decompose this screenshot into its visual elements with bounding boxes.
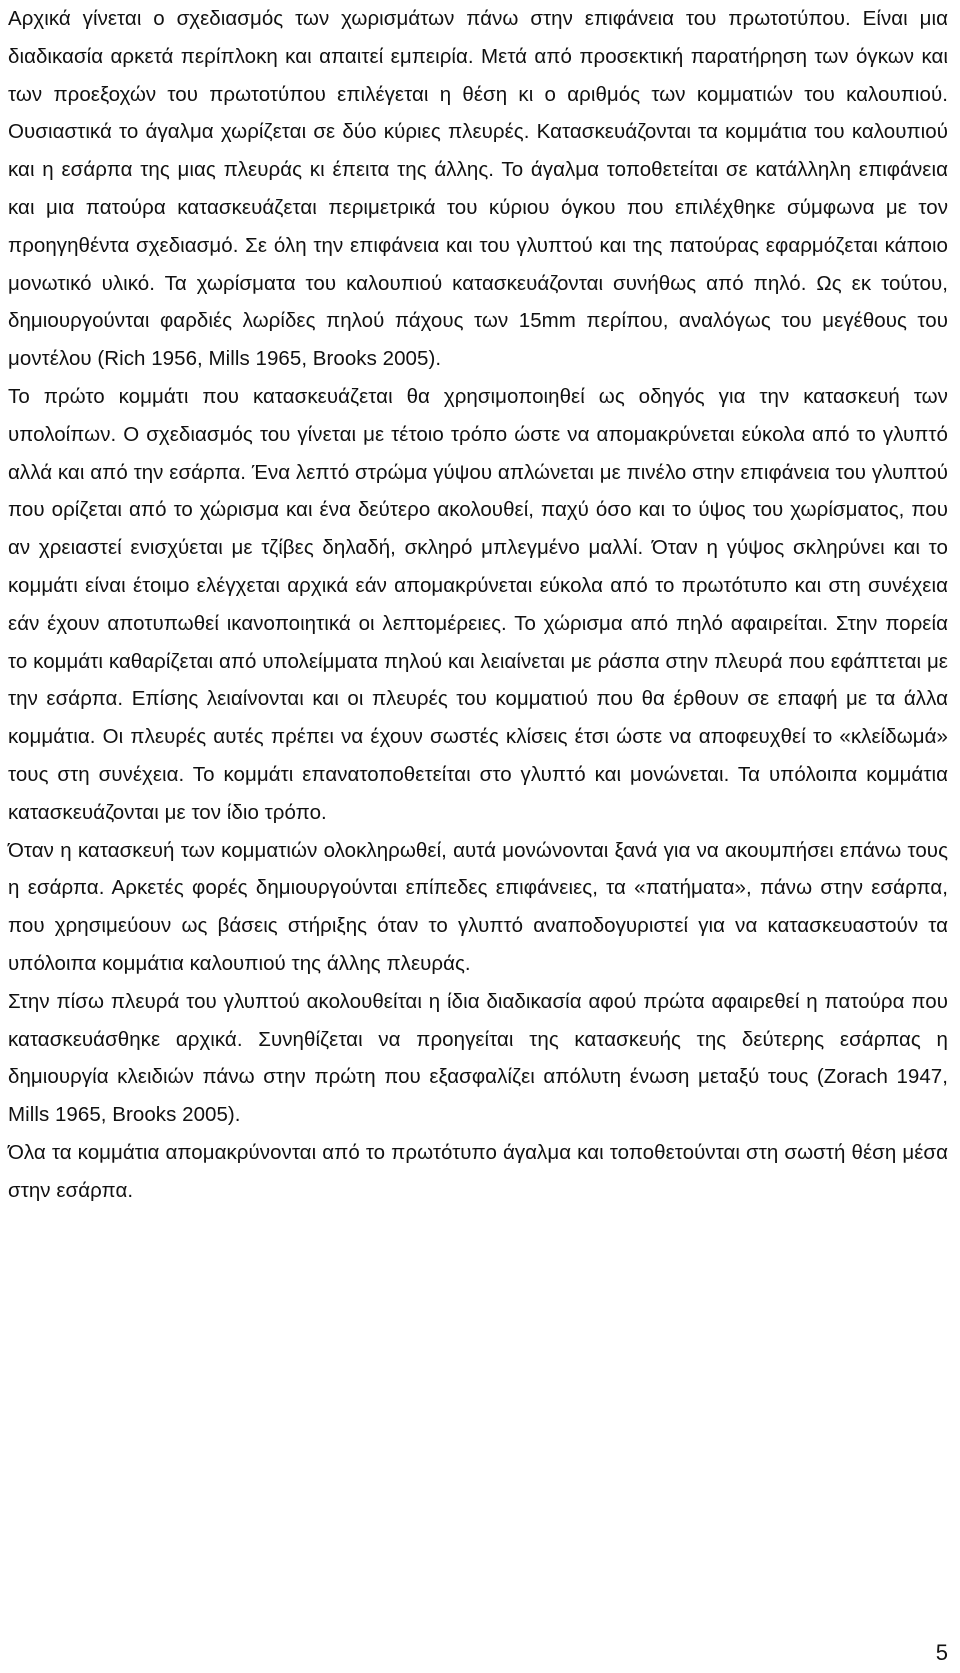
paragraph-3: Όταν η κατασκευή των κομματιών ολοκληρωθεί, αυτά μονώνονται ξανά για να ακουμπήσει επάνω τους η εσάρπα. Αρκετές φορές δημιουργούνται επίπεδες επιφάνειες, τα «πατήματα», πάνω στην εσάρπα, που χρησιμεύουν ως βάσεις στήριξης όταν το γλυπτό αναποδογυριστεί για να κατασκευαστούν τα υπόλοιπα κομμάτια καλουπιού της άλλης πλευράς.	[8, 838, 948, 975]
paragraph-1: Αρχικά γίνεται ο σχεδιασμός των χωρισμάτων πάνω στην επιφάνεια του πρωτοτύπου. Είναι μια διαδικασία αρκετά περίπλοκη και απαιτεί εμπειρία. Μετά από προσεκτική παρατήρηση των όγκων και των προεξοχών του πρωτοτύπου επιλέγεται η θέση κι ο αριθμός των κομματιών του καλουπιού. Ουσιαστικά το άγαλμα χωρίζεται σε δύο κύριες πλευρές. Κατασκευάζονται τα κομμάτια του καλουπιού και η εσάρπα της μιας πλευράς κι έπειτα της άλλης. Το άγαλμα τοποθετείται σε κατάλληλη επιφάνεια και μια πατούρα κατασκευάζεται περιμετρικά του κύριου όγκου που επιλέχθηκε σύμφωνα με τον προηγηθέντα σχεδιασμό. Σε όλη την επιφάνεια και του γλυπτού και της πατούρας εφαρμόζεται κάποιο μονωτικό υλικό. Τα χωρίσματα του καλουπιού κατασκευάζονται συνήθως από πηλό. Ως εκ τούτου, δημιουργούνται φαρδιές λωρίδες πηλού πάχους των 15mm περίπου, αναλόγως του μεγέθους του μοντέλου (Rich 1956, Mills 1965, Brooks 2005).	[8, 7, 948, 371]
page-number: 5	[935, 1640, 948, 1665]
paragraph-2: Το πρώτο κομμάτι που κατασκευάζεται θα χρησιμοποιηθεί ως οδηγός για την κατασκευή των υπολοίπων. Ο σχεδιασμός του γίνεται με τέτοιο τρόπο ώστε να απομακρύνεται εύκολα από το γλυπτό αλλά και από την εσάρπα. Ένα λεπτό στρώμα γύψου απλώνεται με πινέλο στην επιφάνεια του γλυπτού που ορίζεται από το χώρισμα και ένα δεύτερο ακολουθεί, παχύ όσο και το ύψος του χωρίσματος, που αν χρειαστεί ενισχύεται με τζίβες δηλαδή, σκληρό μπλεγμένο μαλλί. Όταν η γύψος σκληρύνει και το κομμάτι είναι έτοιμο ελέγχεται αρχικά εάν απομακρύνεται εύκολα από το πρωτότυπο και στη συνέχεια εάν έχουν αποτυπωθεί ικανοποιητικά οι λεπτομέρειες. Το χώρισμα από πηλό αφαιρείται. Στην πορεία το κομμάτι καθαρίζεται από υπολείμματα πηλού και λειαίνεται με ράσπα στην πλευρά που εφάπτεται με την εσάρπα. Επίσης λειαίνονται και οι πλευρές του κομματιού που θα έρθουν σε επαφή με τα άλλα κομμάτια. Οι πλευρές αυτές πρέπει να έχουν σωστές κλίσεις έτσι ώστε να αποφευχθεί το «κλείδωμά» τους στη συνέχεια. Το κομμάτι επανατοποθετείται στο γλυπτό και μονώνεται. Τα υπόλοιπα κομμάτια κατασκευάζονται με τον ίδιο τρόπο.	[8, 384, 948, 824]
paragraph-5: Όλα τα κομμάτια απομακρύνονται από το πρωτότυπο άγαλμα και τοποθετούνται στη σωστή θέση μέσα στην εσάρπα.	[8, 1140, 948, 1202]
paragraph-4: Στην πίσω πλευρά του γλυπτού ακολουθείται η ίδια διαδικασία αφού πρώτα αφαιρεθεί η πατούρα που κατασκευάσθηκε αρχικά. Συνηθίζεται να προηγείται της κατασκευής της δεύτερης εσάρπας η δημιουργία κλειδιών πάνω στην πρώτη που εξασφαλίζει απόλυτη ένωση μεταξύ τους (Zorach 1947, Mills 1965, Brooks 2005).	[8, 989, 948, 1127]
document-text-body	[8, 0, 948, 1210]
